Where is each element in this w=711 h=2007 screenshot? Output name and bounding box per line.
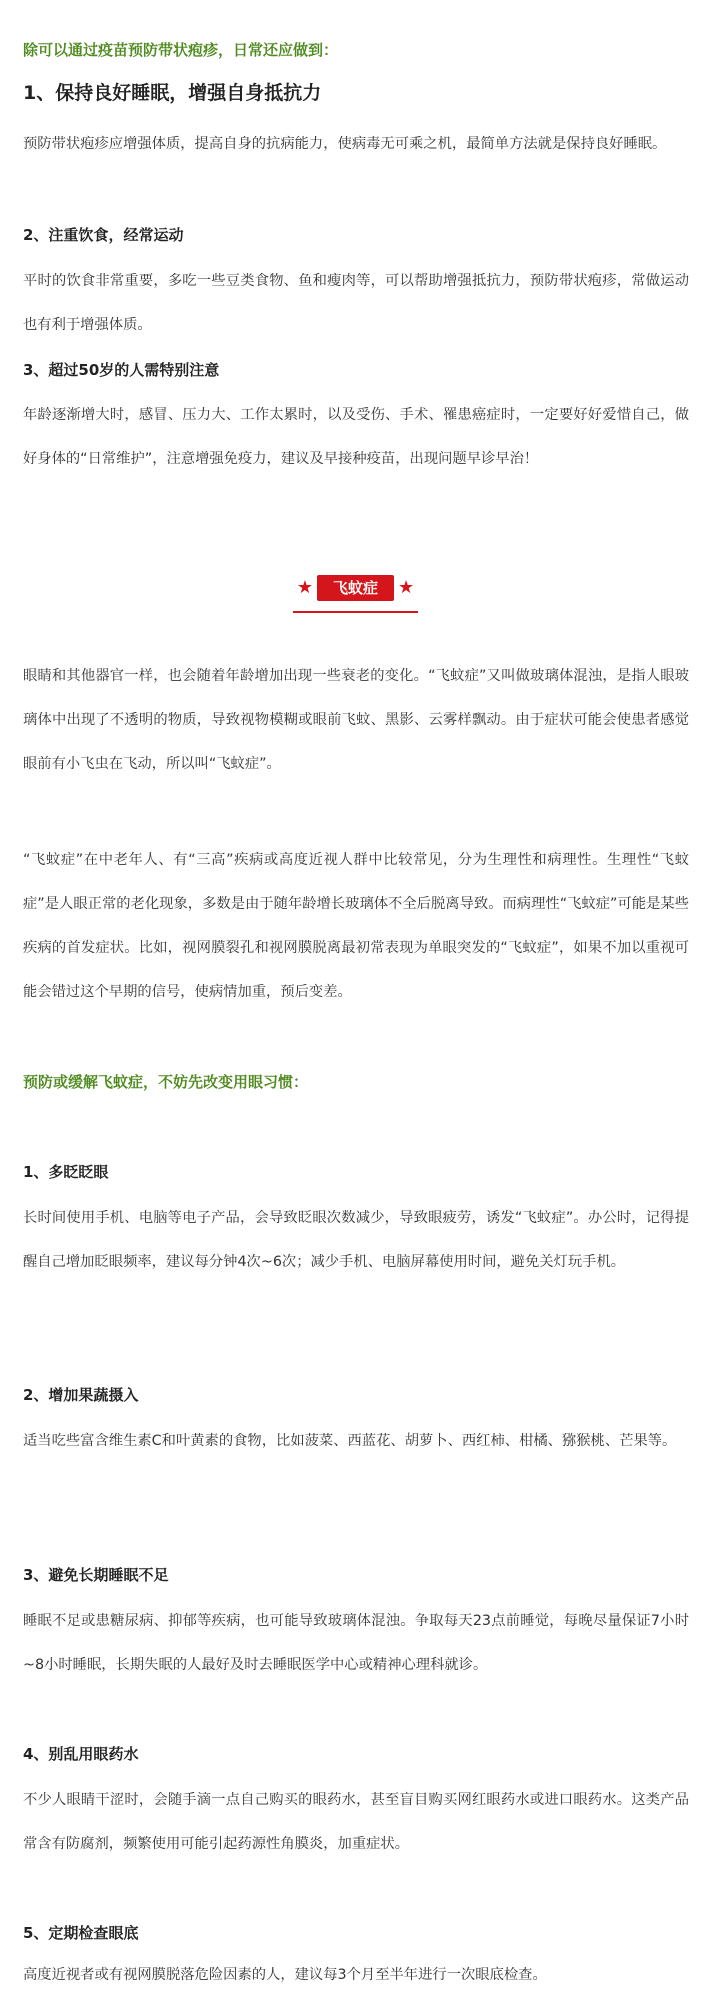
habit-title: 4、别乱用眼药水 bbox=[23, 1745, 139, 1763]
tip1-body: 预防带状疱疹应增强体质，提高自身的抗病能力，使病毒无可乘之机，最简单方法就是保持良好睡眠。 bbox=[23, 136, 667, 152]
star-icon: ★ bbox=[398, 577, 415, 598]
tip1-title: 1、保持良好睡眠，增强自身抵抗力 bbox=[23, 82, 322, 104]
section-banner-inner bbox=[293, 575, 418, 601]
habit-title: 1、多眨眨眼 bbox=[23, 1163, 109, 1181]
tip2-title: 2、注重饮食，经常运动 bbox=[23, 226, 184, 244]
intro-heading: 除可以通过疫苗预防带状疱疹，日常还应做到： bbox=[23, 41, 339, 59]
habit-body: 长时间使用手机、电脑等电子产品，会导致眨眼次数减少，导致眼疲劳，诱发“飞蚊症”。办公时，记得提醒自己增加眨眼频率，建议每分钟4次~6次；减少手机、电脑屏幕使用时间，避免关灯玩手机。 bbox=[23, 1210, 689, 1270]
habit-title: 5、定期检查眼底 bbox=[23, 1924, 139, 1942]
tip3-title: 3、超过50岁的人需特别注意 bbox=[23, 361, 220, 379]
habit-body: 不少人眼睛干涩时，会随手滴一点自己购买的眼药水，甚至盲目购买网红眼药水或进口眼药水。这类产品常含有防腐剂，频繁使用可能引起药源性角膜炎，加重症状。 bbox=[23, 1792, 689, 1852]
prevention-heading: 预防或缓解飞蚊症，不妨先改变用眼习惯： bbox=[23, 1073, 309, 1091]
habit-title: 2、增加果蔬摄入 bbox=[23, 1386, 139, 1404]
floaters-paragraph-2: “飞蚊症”在中老年人、有“三高”疾病或高度近视人群中比较常见，分为生理性和病理性。生理性“飞蚊症”是人眼正常的老化现象，多数是由于随年龄增长玻璃体不全后脱离导致。而病理性“飞蚊症”可能是某些疾病的首发症状。比如，视网膜裂孔和视网膜脱离最初常表现为单眼突发的“飞蚊症”，如果不加以重视可能会错过这个早期的信号，使病情加重，预后变差。 bbox=[23, 852, 689, 1000]
habit-body: 适当吃些富含维生素C和叶黄素的食物，比如菠菜、西蓝花、胡萝卜、西红柿、柑橘、猕猴桃、芒果等。 bbox=[23, 1433, 677, 1449]
banner-underline bbox=[293, 611, 418, 613]
floaters-paragraph-1: 眼睛和其他器官一样，也会随着年龄增加出现一些衰老的变化。“飞蚊症”又叫做玻璃体混浊，是指人眼玻璃体中出现了不透明的物质，导致视物模糊或眼前飞蚊、黑影、云雾样飘动。由于症状可能会使患者感觉眼前有小飞虫在飞动，所以叫“飞蚊症”。 bbox=[23, 668, 689, 772]
tip3-body: 年龄逐渐增大时，感冒、压力大、工作太累时，以及受伤、手术、罹患癌症时，一定要好好爱惜自己，做好身体的“日常维护”，注意增强免疫力，建议及早接种疫苗，出现问题早诊早治！ bbox=[23, 407, 689, 467]
habit-title: 3、避免长期睡眠不足 bbox=[23, 1566, 169, 1584]
section-title: 飞蚊症 bbox=[317, 575, 394, 601]
habit-body: 睡眠不足或患糖尿病、抑郁等疾病，也可能导致玻璃体混浊。争取每天23点前睡觉，每晚尽量保证7小时~8小时睡眠，长期失眠的人最好及时去睡眠医学中心或精神心理科就诊。 bbox=[23, 1613, 689, 1673]
habit-body: 高度近视者或有视网膜脱落危险因素的人，建议每3个月至半年进行一次眼底检查。 bbox=[23, 1967, 547, 1983]
section-banner bbox=[0, 568, 711, 608]
star-icon: ★ bbox=[296, 577, 313, 598]
tip2-body: 平时的饮食非常重要，多吃一些豆类食物、鱼和瘦肉等，可以帮助增强抵抗力，预防带状疱疹，常做运动也有利于增强体质。 bbox=[23, 273, 689, 333]
